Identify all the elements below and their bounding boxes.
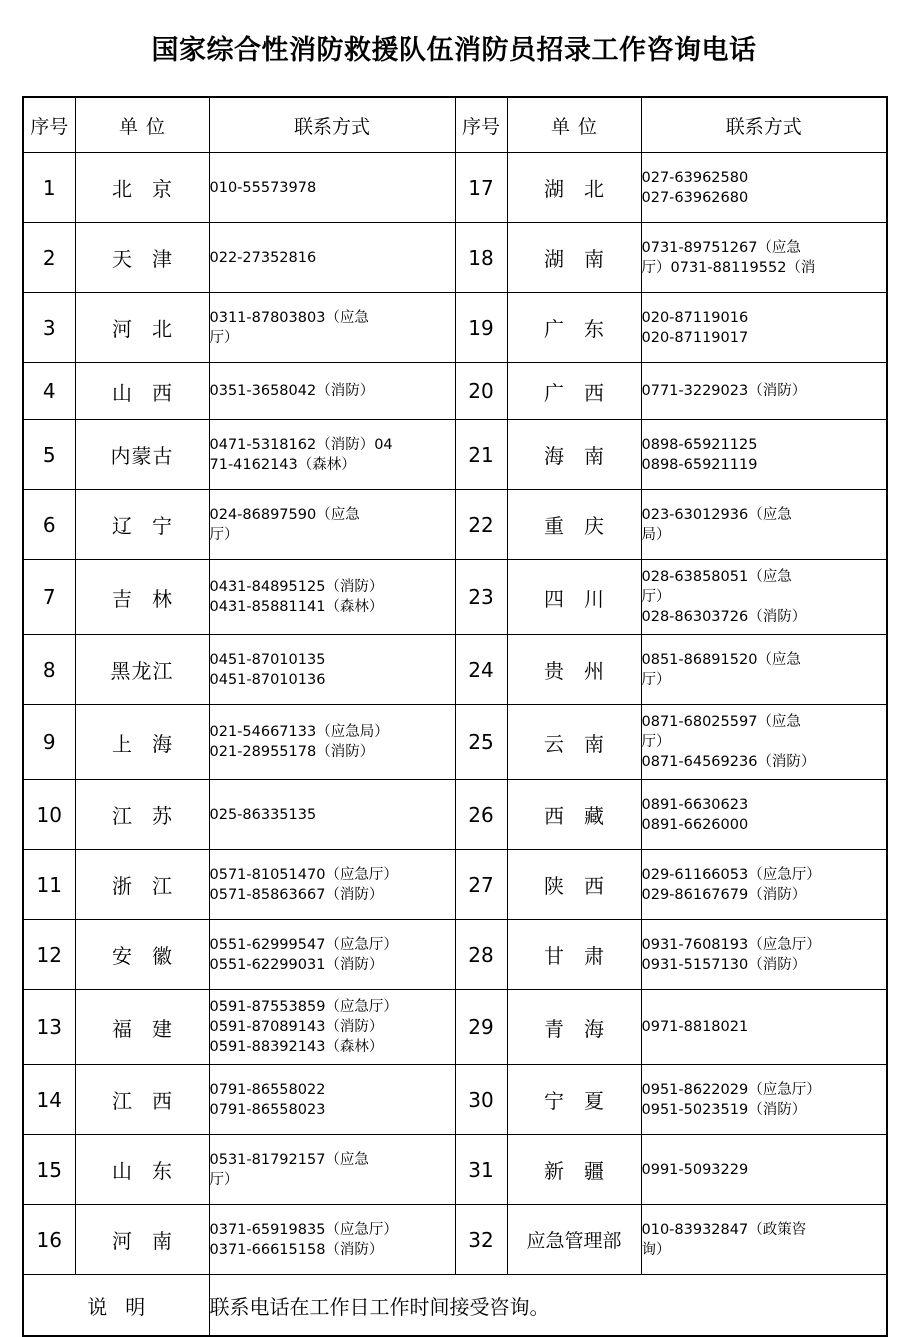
- phone-line: 020-87119017: [641, 329, 749, 346]
- page-title: 国家综合性消防救援队伍消防员招录工作咨询电话: [151, 35, 757, 66]
- seq-cell-left: 9: [23, 705, 75, 780]
- unit-name: 江苏: [112, 804, 192, 828]
- table-row: [23, 420, 887, 490]
- unit-cell-left: [75, 1135, 209, 1205]
- unit-name: 湖北: [544, 177, 624, 201]
- table-row: [23, 850, 887, 920]
- phone-line: 0451-87010135: [209, 651, 326, 668]
- phone-line: 029-86167679（消防）: [641, 886, 807, 903]
- seq-cell-right: 19: [455, 293, 507, 363]
- contact-cell-right: [641, 293, 887, 363]
- phone-line: 0731-89751267（应急: [641, 239, 801, 256]
- contact-cell-right: [641, 1065, 887, 1135]
- contact-cell-right: [641, 363, 887, 420]
- unit-cell-right: [507, 1205, 641, 1275]
- phone-line: 020-87119016: [641, 309, 749, 326]
- unit-name: 广西: [544, 380, 624, 405]
- unit-cell-right: [507, 420, 641, 490]
- unit-name: 辽宁: [112, 514, 192, 538]
- phone-line: 0471-5318162（消防）04: [209, 436, 393, 453]
- unit-name: 内蒙古: [110, 444, 174, 468]
- phone-line: 厅）: [641, 589, 671, 605]
- phone-line: 厅）: [209, 526, 239, 543]
- phone-line: 0431-85881141（森林）: [209, 599, 384, 615]
- unit-cell-left: [75, 560, 209, 635]
- unit-cell-left: [75, 1205, 209, 1275]
- unit-name: 贵州: [544, 659, 624, 683]
- table-row: [23, 920, 887, 990]
- header-cell-contact: [209, 97, 455, 153]
- unit-name: 河北: [112, 317, 192, 341]
- table-row: [23, 1135, 887, 1205]
- unit-cell-right: [507, 363, 641, 420]
- seq-cell-right: 32: [455, 1205, 507, 1275]
- unit-name: 宁夏: [544, 1089, 624, 1113]
- seq-cell-right: 22: [455, 490, 507, 560]
- unit-name: 福建: [112, 1016, 192, 1041]
- phone-line: 0951-8622029（应急厅）: [641, 1081, 821, 1098]
- phone-line: 询）: [641, 1241, 671, 1258]
- seq-cell-left: 10: [23, 780, 75, 850]
- phone-line: 0791-86558022: [209, 1081, 326, 1098]
- unit-cell-left: [75, 420, 209, 490]
- seq-cell-right: 27: [455, 850, 507, 920]
- phone-line: 0991-5093229: [641, 1161, 749, 1178]
- phone-line: 022-27352816: [209, 249, 317, 266]
- table-row: [23, 490, 887, 560]
- seq-cell-left: 13: [23, 990, 75, 1065]
- seq-cell-left: 16: [23, 1205, 75, 1275]
- header-cell-unit: [507, 97, 641, 153]
- seq-cell-left: 5: [23, 420, 75, 490]
- table-header-row: [23, 97, 887, 153]
- header-cell-unit: [75, 97, 209, 153]
- unit-cell-right: [507, 705, 641, 780]
- phone-line: 0931-7608193（应急厅）: [641, 936, 821, 953]
- unit-name: 安徽: [112, 944, 192, 968]
- unit-cell-right: [507, 560, 641, 635]
- phone-line: 0351-3658042（消防）: [209, 383, 375, 399]
- seq-cell-right: 21: [455, 420, 507, 490]
- unit-cell-left: [75, 223, 209, 293]
- phone-line: 0591-87089143（消防）: [209, 1019, 384, 1035]
- seq-cell-right: 26: [455, 780, 507, 850]
- seq-cell-left: 3: [23, 293, 75, 363]
- seq-cell-right: 29: [455, 990, 507, 1065]
- header-cell-seq: [455, 97, 507, 153]
- table-row: [23, 635, 887, 705]
- contact-cell-right: [641, 1205, 887, 1275]
- seq-cell-right: 23: [455, 560, 507, 635]
- header-label: 单位: [550, 115, 605, 138]
- unit-cell-right: [507, 920, 641, 990]
- unit-cell-left: [75, 1065, 209, 1135]
- unit-cell-right: [507, 1065, 641, 1135]
- contact-cell-right: [641, 705, 887, 780]
- contact-cell-left: [209, 705, 455, 780]
- contact-cell-left: [209, 920, 455, 990]
- unit-cell-right: [507, 153, 641, 223]
- seq-cell-left: 7: [23, 560, 75, 635]
- table-row: [23, 560, 887, 635]
- contact-cell-right: [641, 420, 887, 490]
- unit-cell-right: [507, 780, 641, 850]
- contact-cell-left: [209, 780, 455, 850]
- unit-cell-left: [75, 293, 209, 363]
- unit-name: 云南: [544, 731, 624, 756]
- contact-cell-left: [209, 490, 455, 560]
- unit-name: 海南: [544, 444, 624, 468]
- contact-cell-right: [641, 990, 887, 1065]
- unit-name: 山西: [112, 380, 192, 405]
- contact-cell-right: [641, 153, 887, 223]
- seq-cell-right: 20: [455, 363, 507, 420]
- unit-name: 四川: [544, 586, 624, 611]
- unit-cell-left: [75, 780, 209, 850]
- unit-name: 重庆: [544, 514, 624, 538]
- seq-cell-left: 4: [23, 363, 75, 420]
- unit-name: 吉林: [112, 586, 192, 611]
- contact-cell-left: [209, 1065, 455, 1135]
- unit-cell-left: [75, 635, 209, 705]
- unit-cell-right: [507, 293, 641, 363]
- unit-name: 山东: [112, 1159, 192, 1183]
- contact-cell-left: [209, 635, 455, 705]
- unit-cell-right: [507, 223, 641, 293]
- seq-cell-right: 28: [455, 920, 507, 990]
- unit-name: 上海: [112, 731, 192, 756]
- seq-cell-left: 1: [23, 153, 75, 223]
- phone-line: 0571-85863667（消防）: [209, 886, 384, 903]
- seq-cell-right: 17: [455, 153, 507, 223]
- phone-line: 0791-86558023: [209, 1101, 326, 1118]
- contact-cell-right: [641, 635, 887, 705]
- unit-cell-left: [75, 363, 209, 420]
- table-row: [23, 293, 887, 363]
- phone-line: 025-86335135: [209, 806, 317, 823]
- seq-cell-left: 12: [23, 920, 75, 990]
- phone-line: 0571-81051470（应急厅）: [209, 866, 398, 883]
- unit-cell-right: [507, 850, 641, 920]
- phone-line: 028-63858051（应急: [641, 569, 792, 585]
- unit-cell-left: [75, 990, 209, 1065]
- phone-line: 厅）: [641, 734, 671, 750]
- unit-name: 黑龙江: [110, 659, 174, 683]
- phone-line: 0851-86891520（应急: [641, 651, 801, 668]
- phone-line: 0891-6630623: [641, 796, 749, 813]
- contact-cell-right: [641, 780, 887, 850]
- contact-cell-right: [641, 223, 887, 293]
- phone-line: 0311-87803803（应急: [209, 309, 369, 326]
- unit-cell-left: [75, 490, 209, 560]
- seq-cell-left: 15: [23, 1135, 75, 1205]
- unit-name: 江西: [112, 1089, 192, 1113]
- seq-cell-left: 11: [23, 850, 75, 920]
- phone-line: 0931-5157130（消防）: [641, 956, 807, 973]
- contact-cell-right: [641, 850, 887, 920]
- phone-line: 0871-64569236（消防）: [641, 754, 816, 770]
- seq-cell-left: 2: [23, 223, 75, 293]
- table-row: [23, 990, 887, 1065]
- phone-line: 0591-87553859（应急厅）: [209, 999, 398, 1015]
- unit-name: 广东: [544, 317, 624, 341]
- unit-name: 甘肃: [544, 944, 624, 968]
- header-label: 序号: [461, 115, 500, 138]
- seq-cell-right: 25: [455, 705, 507, 780]
- contact-cell-right: [641, 490, 887, 560]
- seq-cell-right: 31: [455, 1135, 507, 1205]
- note-label-text: 说明: [87, 1294, 164, 1319]
- unit-cell-left: [75, 153, 209, 223]
- contact-cell-right: [641, 560, 887, 635]
- phone-line: 厅）: [209, 1171, 239, 1188]
- contact-cell-left: [209, 1205, 455, 1275]
- phone-line: 021-54667133（应急局）: [209, 724, 389, 740]
- contact-cell-left: [209, 990, 455, 1065]
- unit-cell-left: [75, 850, 209, 920]
- phone-directory-table: [22, 96, 888, 1337]
- phone-line: 0871-68025597（应急: [641, 714, 801, 730]
- unit-name: 河南: [112, 1229, 192, 1253]
- phone-line: 厅）: [641, 671, 671, 688]
- phone-line: 0551-62299031（消防）: [209, 956, 384, 973]
- table-row: [23, 1065, 887, 1135]
- note-row: [23, 1275, 887, 1337]
- contact-cell-left: [209, 153, 455, 223]
- seq-cell-right: 18: [455, 223, 507, 293]
- header-label: 联系方式: [293, 115, 370, 138]
- note-text-cell: 联系电话在工作日工作时间接受咨询。: [209, 1275, 887, 1337]
- phone-line: 010-55573978: [209, 179, 317, 196]
- header-label: 序号: [30, 115, 69, 138]
- unit-name: 西藏: [544, 804, 624, 828]
- table-row: [23, 780, 887, 850]
- table-row: [23, 705, 887, 780]
- header-label: 单位: [118, 115, 173, 138]
- table-row: [23, 223, 887, 293]
- unit-cell-right: [507, 490, 641, 560]
- unit-cell-right: [507, 635, 641, 705]
- unit-name: 浙江: [112, 874, 192, 898]
- phone-line: 71-4162143（森林）: [209, 456, 356, 473]
- phone-line: 0431-84895125（消防）: [209, 579, 384, 595]
- phone-line: 厅）0731-88119552（消: [641, 259, 816, 276]
- phone-line: 厅）: [209, 329, 239, 346]
- phone-line: 0898-65921119: [641, 456, 758, 473]
- table-row: [23, 1205, 887, 1275]
- unit-name: 青海: [544, 1016, 624, 1041]
- phone-line: 010-83932847（政策咨: [641, 1221, 807, 1238]
- contact-cell-right: [641, 920, 887, 990]
- phone-line: 021-28955178（消防）: [209, 744, 375, 760]
- phone-line: 0898-65921125: [641, 436, 758, 453]
- seq-cell-left: 8: [23, 635, 75, 705]
- unit-name: 陕西: [544, 874, 624, 898]
- phone-line: 0771-3229023（消防）: [641, 383, 807, 399]
- seq-cell-left: 6: [23, 490, 75, 560]
- contact-cell-left: [209, 363, 455, 420]
- table-row: [23, 153, 887, 223]
- unit-cell-left: [75, 705, 209, 780]
- contact-cell-left: [209, 223, 455, 293]
- header-cell-seq: [23, 97, 75, 153]
- contact-cell-left: [209, 850, 455, 920]
- unit-cell-right: [507, 1135, 641, 1205]
- phone-line: 局）: [641, 526, 671, 543]
- table-row: [23, 363, 887, 420]
- phone-directory-table-wrapper: [22, 96, 886, 1337]
- contact-cell-left: [209, 560, 455, 635]
- unit-name: 北京: [112, 177, 192, 201]
- phone-line: 0971-8818021: [641, 1019, 749, 1035]
- phone-line: 0891-6626000: [641, 816, 749, 833]
- phone-line: 027-63962580: [641, 169, 749, 186]
- contact-cell-left: [209, 420, 455, 490]
- unit-name: 应急管理部: [526, 1230, 622, 1252]
- unit-name: 天津: [112, 247, 192, 271]
- phone-line: 0591-88392143（森林）: [209, 1039, 384, 1055]
- phone-line: 0451-87010136: [209, 671, 326, 688]
- phone-line: 024-86897590（应急: [209, 506, 360, 523]
- phone-line: 0951-5023519（消防）: [641, 1101, 807, 1118]
- phone-line: 027-63962680: [641, 189, 749, 206]
- phone-line: 0371-65919835（应急厅）: [209, 1221, 398, 1238]
- phone-line: 029-61166053（应急厅）: [641, 866, 821, 883]
- header-cell-contact: [641, 97, 887, 153]
- unit-cell-left: [75, 920, 209, 990]
- unit-name: 湖南: [544, 247, 624, 271]
- phone-line: 023-63012936（应急: [641, 506, 792, 523]
- header-label: 联系方式: [725, 115, 802, 138]
- phone-line: 028-86303726（消防）: [641, 609, 807, 625]
- seq-cell-right: 30: [455, 1065, 507, 1135]
- contact-cell-left: [209, 1135, 455, 1205]
- seq-cell-right: 24: [455, 635, 507, 705]
- contact-cell-left: [209, 293, 455, 363]
- contact-cell-right: [641, 1135, 887, 1205]
- unit-cell-right: [507, 990, 641, 1065]
- phone-line: 0551-62999547（应急厅）: [209, 936, 398, 953]
- seq-cell-left: 14: [23, 1065, 75, 1135]
- note-label-cell: [23, 1275, 209, 1337]
- phone-line: 0531-81792157（应急: [209, 1151, 369, 1168]
- unit-name: 新疆: [544, 1159, 624, 1183]
- phone-line: 0371-66615158（消防）: [209, 1241, 384, 1258]
